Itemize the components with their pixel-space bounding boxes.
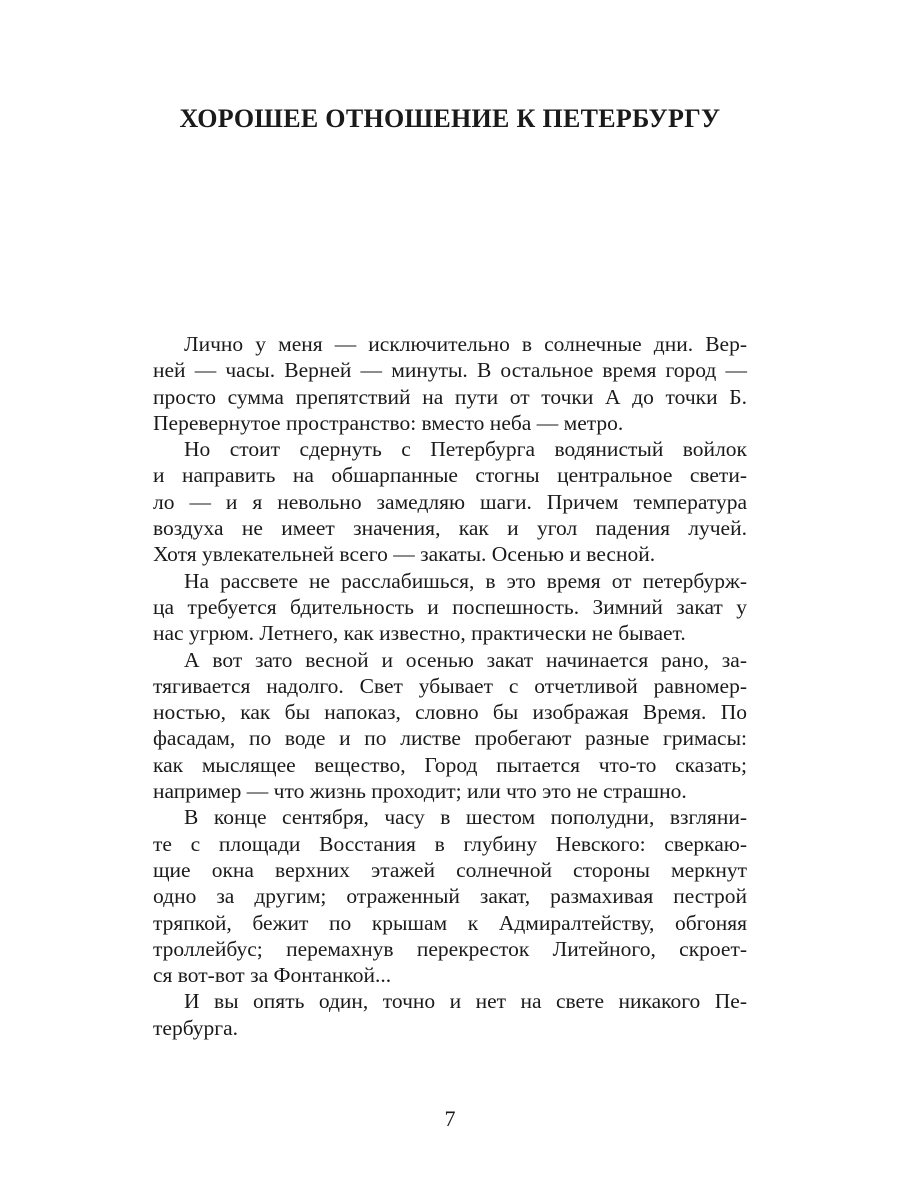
text-line: Но стоит сдернуть с Петербурга водянистый войлок (184, 437, 747, 462)
text-line: щие окна верхних этажей солнечной стороны меркнут (153, 857, 747, 882)
text-line: те с площади Восстания в глубину Невского: сверкаю- (153, 831, 747, 856)
text-line: воздуха не имеет значения, как и угол падения лучей. (153, 516, 747, 541)
chapter-title: ХОРОШЕЕ ОТНОШЕНИЕ К ПЕТЕРБУРГУ (179, 104, 721, 133)
text-line: А вот зато весной и осенью закат начинается рано, за- (184, 647, 747, 672)
text-line: как мыслящее вещество, Город пытается что-то сказать; (153, 752, 747, 777)
body-text (153, 331, 747, 1041)
text-line: просто сумма препятствий на пути от точки А до точки Б. (153, 384, 747, 409)
text-line: одно за другим; отраженный закат, размахивая пестрой (153, 884, 747, 909)
text-line: На рассвете не расслабишься, в это время от петербурж- (184, 568, 747, 593)
text-line: тряпкой, бежит по крышам к Адмиралтейству, обгоняя (153, 910, 747, 935)
text-line: и направить на обшарпанные стогны центральное свети- (153, 463, 747, 488)
paragraph (153, 568, 747, 647)
text-line: Перевернутое пространство: вместо неба — метро. (153, 410, 624, 435)
text-line: В конце сентября, часу в шестом пополудни, взгляни- (184, 805, 747, 830)
paragraph (153, 647, 747, 805)
text-line: И вы опять один, точно и нет на свете никакого Пе- (184, 989, 747, 1014)
paragraph (153, 436, 747, 567)
text-line: ся вот-вот за Фонтанкой... (153, 963, 392, 988)
paragraph (153, 988, 747, 1041)
text-line: ца требуется бдительность и поспешность. Зимний закат у (153, 594, 747, 619)
paragraph (153, 804, 747, 988)
text-line: например — что жизнь проходит; или что это не страшно. (153, 779, 687, 804)
text-line: нас угрюм. Летнего, как известно, практически не бывает. (153, 621, 686, 646)
text-line: ло — и я невольно замедляю шаги. Причем температура (153, 489, 747, 514)
text-line: ностью, как бы напоказ, словно бы изображая Время. По (153, 700, 747, 725)
text-line: Хотя увлекательней всего — закаты. Осенью и весной. (153, 542, 656, 567)
text-line: троллейбус; перемахнув перекресток Литейного, скроет- (153, 936, 747, 961)
text-line: Лично у меня — исключительно в солнечные дни. Вер- (184, 332, 747, 356)
text-line: фасадам, по воде и по листве пробегают разные гримасы: (153, 726, 747, 751)
text-line: тягивается надолго. Свет убывает с отчетливой равномер- (153, 673, 747, 698)
paragraph (153, 331, 747, 436)
text-line: тербурга. (153, 1015, 239, 1040)
page-number: 7 (444, 1106, 456, 1131)
text-line: ней — часы. Верней — минуты. В остальное время город — (153, 358, 747, 383)
